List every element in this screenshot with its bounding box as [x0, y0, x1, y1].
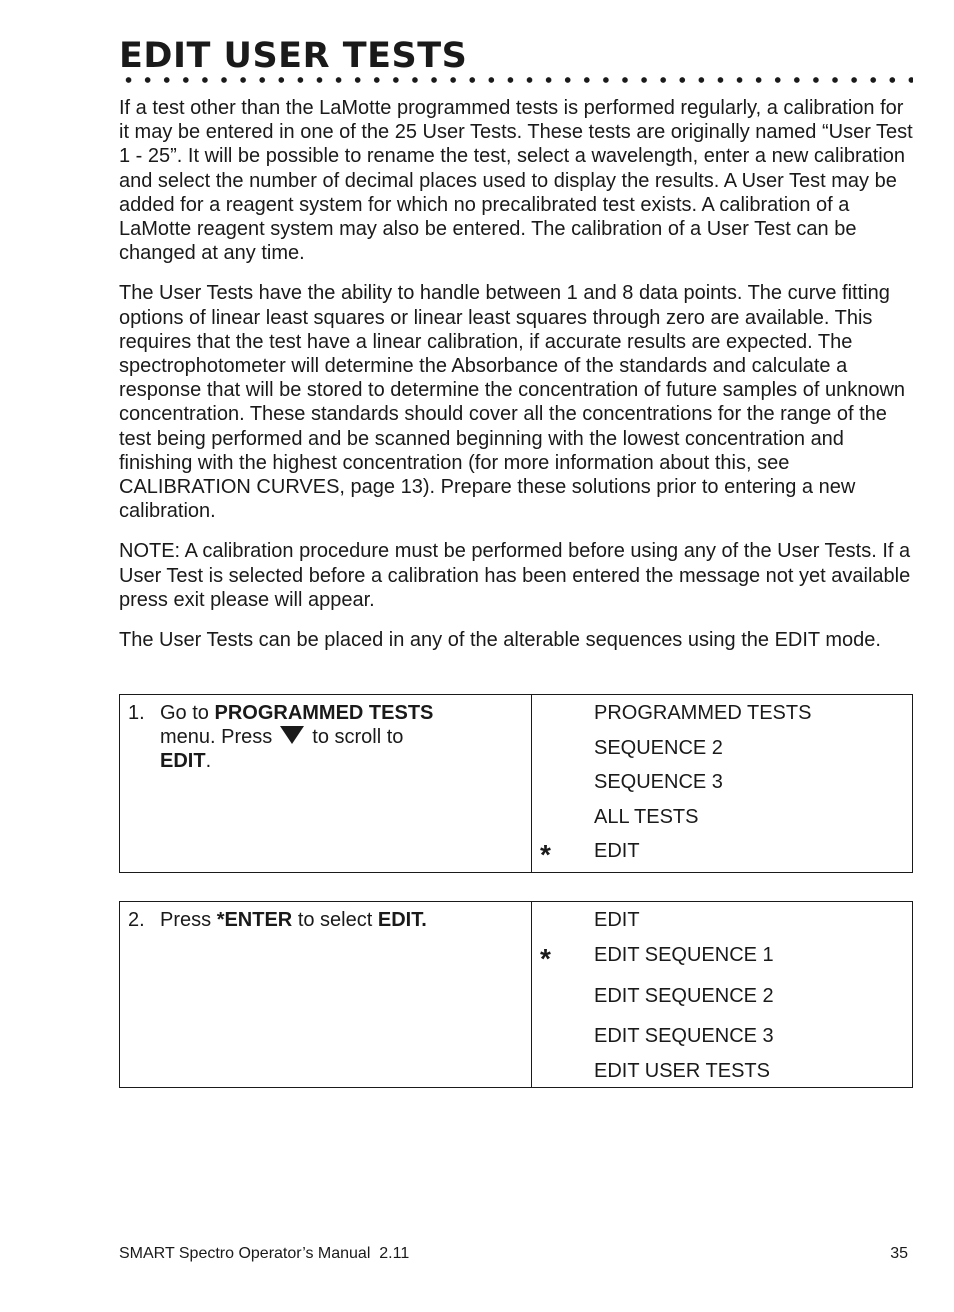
paragraph-sequences: The User Tests can be placed in any of the alterable sequences using the EDIT mode.: [119, 629, 881, 652]
display-line: SEQUENCE 2: [594, 736, 723, 759]
step-text: to scroll to: [312, 726, 404, 749]
display-line-selected: * EDIT: [540, 839, 640, 871]
step-text: menu. Press: [160, 726, 273, 749]
step-2-instruction: [120, 902, 532, 1088]
selection-asterisk: *: [540, 943, 551, 975]
display-line-selected: * EDIT SEQUENCE 1: [540, 943, 774, 975]
display-line: EDIT: [594, 909, 640, 932]
step-text: Go to: [160, 702, 215, 725]
paragraph-note: NOTE: A calibration procedure must be performed before using any of the User Tests. If a User Test is selected before a calibration has been entered the message not yet available press exit please will appear.: [119, 540, 911, 611]
display-line: EDIT SEQUENCE 2: [594, 985, 774, 1008]
down-triangle-icon: [280, 726, 304, 744]
step-text: Press: [160, 909, 217, 932]
step-2-table: [119, 901, 913, 1088]
selection-asterisk: *: [540, 839, 551, 871]
page-title: EDIT USER TESTS: [119, 36, 468, 76]
step-keyword: EDIT.: [377, 909, 427, 932]
display-line: EDIT USER TESTS: [594, 1060, 770, 1083]
page-footer: [119, 1244, 908, 1264]
step-keyword: EDIT: [160, 750, 206, 773]
manual-page: [119, 36, 913, 1088]
paragraph-data-points: The User Tests have the ability to handle between 1 and 8 data points. The curve fitting options of linear least squares or linear least squares through zero are available. This requires that the test have a linear calibration, if accurate results are expected. The spectrophotometer will determine the Absorbance of the standards and calculate a response that will be stored to determine the concentration of future samples of unknown concentration. These standards should cover all the concentrations for the range of the test being performed and be scanned beginning with the lowest concentration and finishing with the highest concentration (for more information about this, see CALIBRATION CURVES, page 13). Prepare these solutions prior to entering a new calibration.: [119, 282, 906, 523]
step-number: 2.: [128, 909, 145, 932]
step-number: 1.: [128, 702, 145, 725]
step-1-table: [119, 694, 913, 873]
display-line: EDIT SEQUENCE 3: [594, 1025, 774, 1048]
page-number: 35: [890, 1245, 908, 1262]
step-1-instruction: [120, 695, 532, 873]
display-line: ALL TESTS: [594, 805, 699, 828]
display-line: SEQUENCE 3: [594, 771, 723, 794]
step-text: to select: [292, 909, 378, 932]
step-2-display: [532, 902, 913, 1088]
dotted-rule: [119, 76, 913, 84]
manual-title: SMART Spectro Operator’s Manual 2.11: [119, 1245, 410, 1262]
step-keyword: *ENTER: [216, 909, 293, 932]
paragraph-intro: If a test other than the LaMotte programmed tests is performed regularly, a calibration for it may be entered in one of the 25 User Tests. These tests are originally named “User Test 1 - 25”. It will be possible to rename the test, select a wavelength, enter a new calibration and select the number of decimal places used to display the results. A User Test may be added for a reagent system for which no precalibrated test exists. A calibration of a LaMotte reagent system may also be entered. The calibration of a User Test can be changed at any time.: [119, 97, 913, 265]
step-text: .: [205, 750, 212, 773]
step-1-display: [532, 695, 913, 873]
display-line: PROGRAMMED TESTS: [594, 702, 812, 725]
step-keyword: PROGRAMMED TESTS: [214, 702, 434, 725]
